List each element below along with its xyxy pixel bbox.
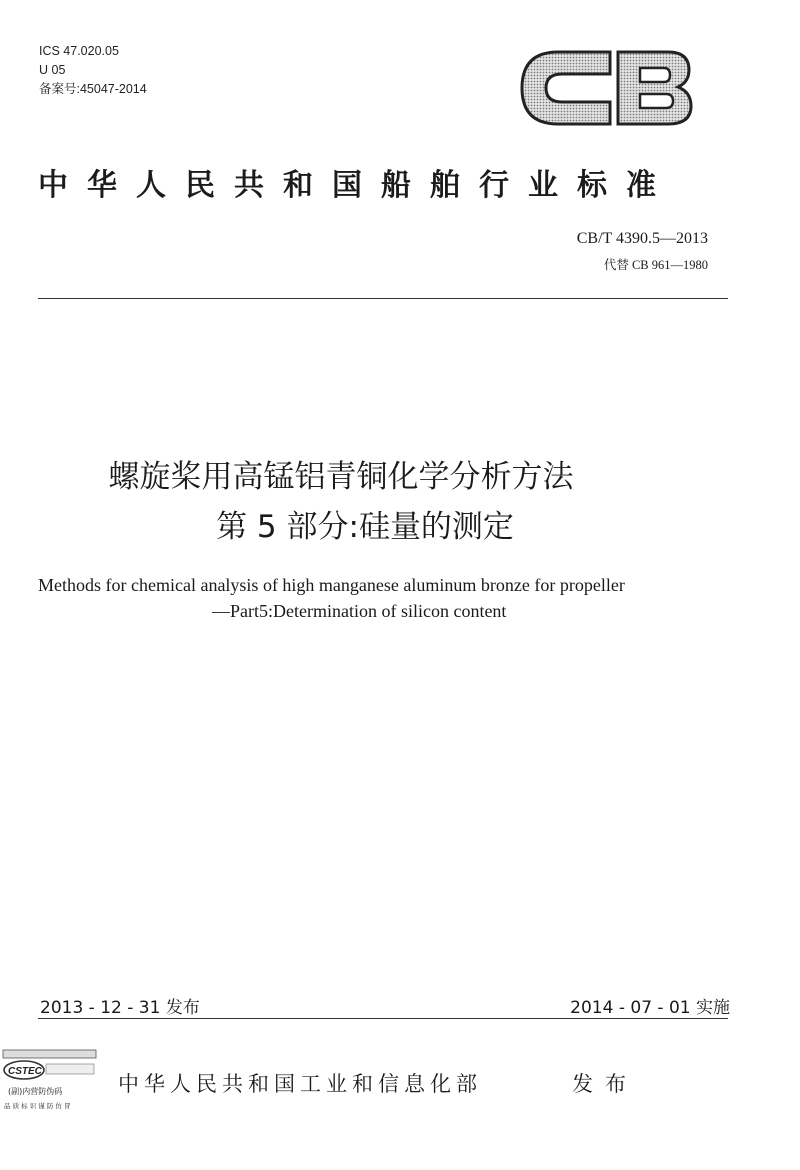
document-title-en bbox=[0, 572, 800, 624]
logo-b-shape bbox=[618, 52, 691, 124]
stamp-line2: 品 质 标 识 谨 防 仿 冒 bbox=[4, 1102, 71, 1110]
document-title-en-line1: Methods for chemical analysis of high manganese aluminum bronze for propeller bbox=[38, 575, 625, 595]
anti-counterfeit-stamp bbox=[2, 1044, 98, 1114]
top-divider bbox=[38, 298, 728, 299]
replaces-standard: 代替 CB 961—1980 bbox=[603, 258, 708, 272]
document-title-cn-line2: 第 5 部分:硅量的测定 bbox=[216, 509, 514, 545]
publication-date: 2013 - 12 - 31 发布 bbox=[40, 998, 200, 1018]
stamp-line1: (副)内营防伪码 bbox=[8, 1087, 63, 1096]
document-title-cn bbox=[0, 452, 800, 552]
stamp-brand: CSTEC bbox=[8, 1066, 42, 1077]
document-title-en-line2: —Part5:Determination of silicon content bbox=[212, 601, 507, 621]
bottom-divider bbox=[38, 1018, 728, 1019]
record-number: 备案号:45047-2014 bbox=[39, 82, 147, 96]
header-meta bbox=[39, 42, 147, 99]
effective-date: 2014 - 07 - 01 实施 bbox=[570, 998, 730, 1018]
cb-logo bbox=[518, 44, 693, 132]
logo-c-shape bbox=[522, 52, 610, 124]
standard-number: CB/T 4390.5—2013 bbox=[576, 230, 708, 247]
issuing-authority: 中华人民共和国工业和信息化部 bbox=[118, 1072, 482, 1096]
release-label: 发布 bbox=[572, 1072, 638, 1096]
category-code: U 05 bbox=[39, 63, 66, 77]
document-title-cn-line1: 螺旋桨用高锰铝青铜化学分析方法 bbox=[108, 459, 574, 495]
industry-standard-title: 中华人民共和国船舶行业标准 bbox=[38, 168, 675, 203]
ics-code: ICS 47.020.05 bbox=[39, 44, 119, 58]
